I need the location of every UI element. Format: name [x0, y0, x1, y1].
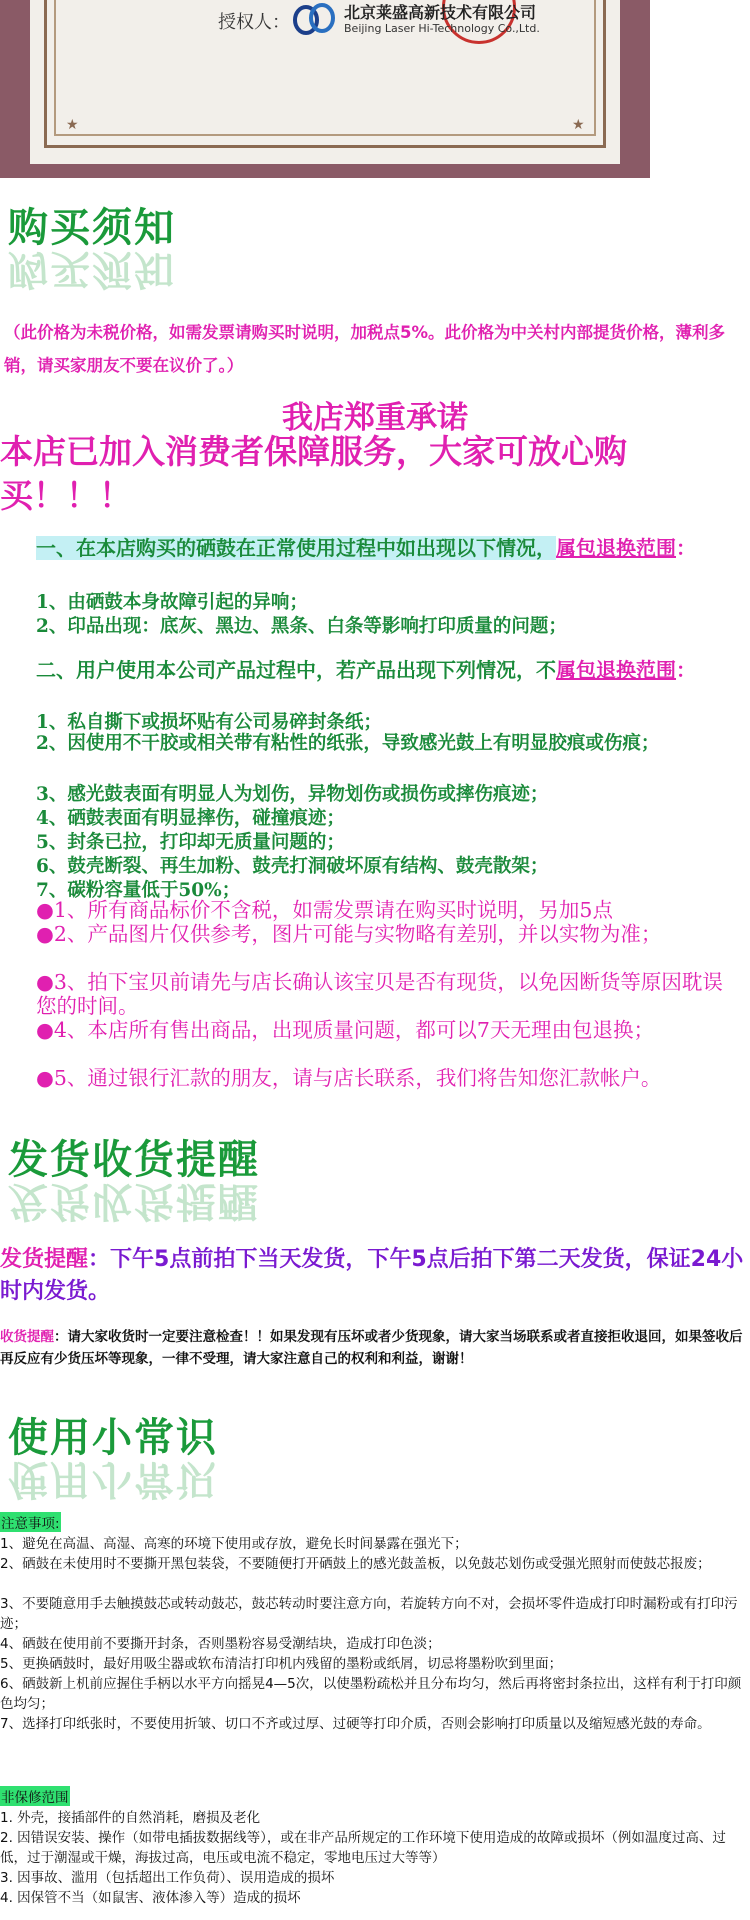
- non-warranty-item: 2. 因错误安装、操作（如带电插拔数据线等），或在非产品所规定的工作环境下使用造成的故障或损坏（例如温度过高、过低，过于潮湿或干燥，海拔过高，电压或电流不稳定，零地电压过大等等）: [0, 1830, 726, 1866]
- policy-item: 5、封条已拉，打印却无质量问题的；: [36, 832, 345, 853]
- section-title-purchase-reflection: 购买须知: [8, 246, 176, 293]
- price-notice: （此价格为未税价格，如需发票请购买时说明，加税点5%。此价格为中关村内部提货价格，薄利多销，请买家朋友不要在议价了。）: [4, 323, 726, 375]
- bullet-icon: ●: [36, 922, 54, 946]
- note-item: 7、选择打印纸张时，不要使用折皱、切口不齐或过厚、过硬等打印介质，否则会影响打印质量以及缩短感光鼓的寿命。: [0, 1716, 711, 1732]
- note-item: 4、硒鼓在使用前不要撕开封条，否则墨粉容易受潮结块，造成打印色淡；: [0, 1636, 441, 1652]
- notice-bullet-text: 3、拍下宝贝前请先与店长确认该宝贝是否有现货，以免因断货等原因耽误您的时间。: [36, 970, 723, 1018]
- bullet-icon: ●: [36, 1018, 54, 1042]
- non-warranty-item: 3. 因事故、滥用（包括超出工作负荷）、误用造成的损坏: [0, 1870, 335, 1886]
- policy-item: 6、鼓壳断裂、再生加粉、鼓壳打洞破坏原有结构、鼓壳散架；: [36, 856, 549, 877]
- policy-item: 1、由硒鼓本身故障引起的异响；: [36, 592, 308, 613]
- policy-item: 2、印品出现：底灰、黑边、黑条、白条等影响打印质量的问题；: [36, 616, 567, 637]
- shipping-reminder-label: 发货提醒: [0, 1247, 89, 1272]
- policy-item: 7、碳粉容量低于50%；: [36, 880, 241, 901]
- shipping-reminder: [0, 1244, 750, 1308]
- notice-bullet-text: 4、本店所有售出商品，出现质量问题，都可以7天无理由包退换；: [53, 1018, 654, 1042]
- notice-bullet-item: [36, 898, 736, 922]
- company-logo-icon: [292, 2, 336, 36]
- notice-bullet-item: [36, 1066, 736, 1090]
- receiving-reminder: [0, 1326, 748, 1370]
- notice-bullet-item: [36, 970, 736, 1018]
- policy-heading-1: [36, 536, 736, 560]
- section-title-purchase: 购买须知: [8, 204, 176, 251]
- notice-bullet-item: [36, 922, 736, 946]
- notice-bullet-item: [36, 1018, 736, 1042]
- star-icon: ★: [572, 117, 585, 133]
- note-item: 3、不要随意用手去触摸鼓芯或转动鼓芯，鼓芯转动时要注意方向，若旋转方向不对，会损坏零件造成打印时漏粉或有打印污迹；: [0, 1596, 738, 1632]
- policy-heading-1-text: 一、在本店购买的硒鼓在正常使用过程中如出现以下情况，: [36, 536, 556, 560]
- receiving-reminder-label: 收货提醒: [0, 1329, 54, 1345]
- section-title-shipping-reflection: 发货收货提醒: [8, 1178, 260, 1225]
- bullet-icon: ●: [36, 1066, 54, 1090]
- receiving-reminder-text: ：请大家收货时一定要注意检查！！如果发现有压坏或者少货现象，请大家当场联系或者直接拒收退回，如果签收后再反应有少货压坏等现象，一律不受理，请大家注意自己的权利和利益，谢谢！: [0, 1329, 743, 1367]
- consumer-protection-notice: 本店已加入消费者保障服务，大家可放心购买！！！: [0, 432, 627, 515]
- company-name-en: Beijing Laser Hi-Technology Co.,Ltd.: [344, 22, 540, 35]
- section-title-tips: 使用小常识: [8, 1414, 218, 1461]
- policy-item: 2、因使用不干胶或相关带有粘性的纸张，导致感光鼓上有明显胶痕或伤痕；: [36, 733, 660, 754]
- non-warranty-label: 非保修范围: [0, 1786, 70, 1806]
- policy-item: 4、硒鼓表面有明显摔伤，碰撞痕迹；: [36, 808, 345, 829]
- note-item: 5、更换硒鼓时，最好用吸尘器或软布清洁打印机内残留的墨粉或纸屑，切忌将墨粉吹到里面；: [0, 1656, 563, 1672]
- section-title-tips-reflection: 使用小常识: [8, 1456, 218, 1503]
- section-title-shipping: 发货收货提醒: [8, 1136, 260, 1183]
- non-warranty-item: 1. 外壳，接插部件的自然消耗，磨损及老化: [0, 1810, 261, 1826]
- notice-bullet-text: 1、所有商品标价不含税，如需发票请在购买时说明，另加5点: [53, 898, 613, 922]
- policy-heading-2-link: 属包退换范围: [556, 658, 676, 682]
- policy-item: 1、私自撕下或损坏贴有公司易碎封条纸；: [36, 712, 382, 733]
- bullet-icon: ●: [36, 898, 54, 922]
- star-icon: ★: [66, 117, 79, 133]
- policy-heading-2: [36, 658, 736, 682]
- policy-item: 3、感光鼓表面有明显人为划伤，异物划伤或损伤或摔伤痕迹；: [36, 784, 549, 805]
- note-item: 1、避免在高温、高湿、高寒的环境下使用或存放，避免长时间暴露在强光下；: [0, 1536, 468, 1552]
- non-warranty-item: 4. 因保管不当（如鼠害、液体渗入等）造成的损坏: [0, 1890, 301, 1906]
- promise-title: 我店郑重承诺: [282, 400, 468, 436]
- notice-bullet-text: 2、产品图片仅供参考，图片可能与实物略有差别，并以实物为准；: [53, 922, 662, 946]
- policy-heading-1-colon: ：: [676, 536, 696, 560]
- note-item: 2、硒鼓在未使用时不要撕开黑包装袋，不要随便打开硒鼓上的感光鼓盖板，以免鼓芯划伤或受强光照射而使鼓芯报废；: [0, 1556, 711, 1572]
- policy-heading-2-text: 二、用户使用本公司产品过程中，若产品出现下列情况，不: [36, 658, 556, 682]
- policy-heading-2-colon: ：: [676, 658, 696, 682]
- bullet-icon: ●: [36, 970, 54, 994]
- notice-bullet-text: 5、通过银行汇款的朋友，请与店长联系，我们将告知您汇款帐户。: [53, 1066, 662, 1090]
- policy-heading-1-link: 属包退换范围: [556, 536, 676, 560]
- notes-label: 注意事项:: [0, 1512, 61, 1532]
- shipping-reminder-text: ：下午5点前拍下当天发货，下午5点后拍下第二天发货，保证24小时内发货。: [0, 1247, 744, 1304]
- authorizer-label: 授权人：: [218, 12, 290, 33]
- company-name-cn: 北京莱盛高新技术有限公司: [344, 3, 537, 22]
- note-item: 6、硒鼓新上机前应握住手柄以水平方向摇晃4—5次，以使墨粉疏松并且分布均匀，然后再将密封条拉出，这样有利于打印颜色均匀；: [0, 1676, 742, 1712]
